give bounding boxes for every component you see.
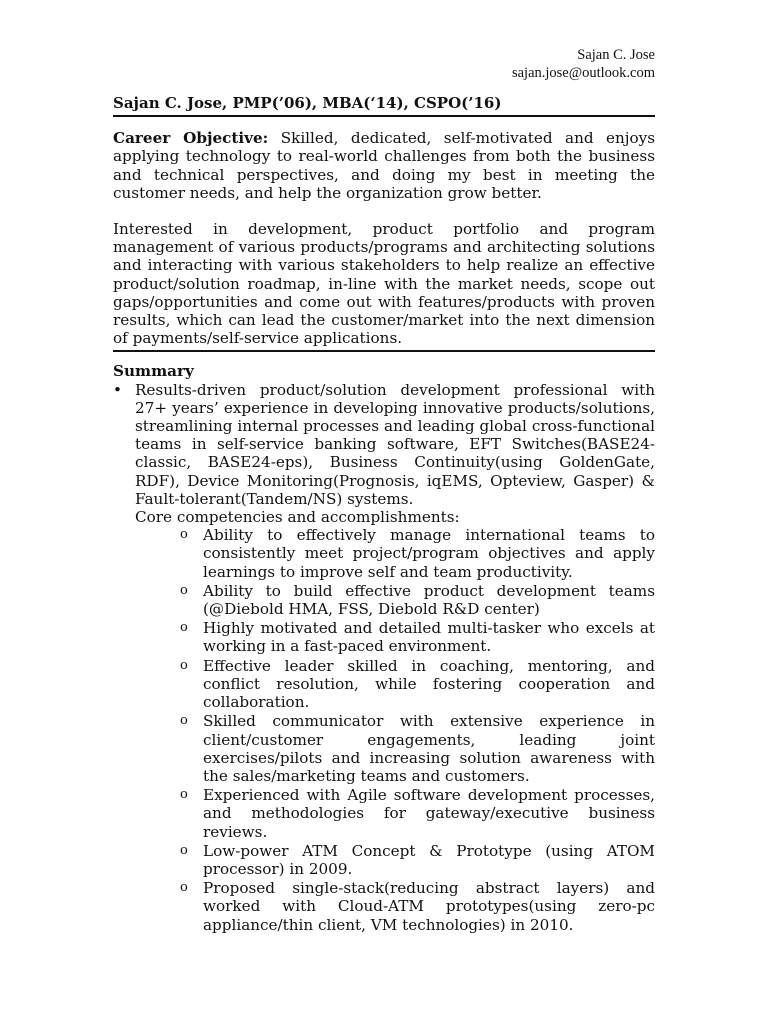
competency-item [135, 712, 655, 785]
summary-heading: Summary [113, 362, 194, 381]
contact-name: Sajan C. Jose [577, 47, 655, 63]
sub-bullet-icon: o [180, 787, 188, 803]
contact-block [113, 46, 655, 82]
competency-text: Ability to effectively manage international teams to consistently meet project/program objectives and apply learnings to improve self and team productivity. [203, 526, 655, 581]
career-objective-label: Career Objective: [113, 129, 269, 148]
sub-bullet-icon: o [180, 527, 188, 543]
sub-bullet-icon: o [180, 842, 188, 858]
sub-bullet-icon: o [180, 582, 188, 598]
resume-page [113, 46, 655, 935]
sub-bullet-icon: o [180, 713, 188, 729]
competency-text: Effective leader skilled in coaching, mentoring, and conflict resolution, while fostering cooperation and collaboration. [203, 656, 655, 712]
sub-bullet-icon: o [180, 620, 188, 636]
competency-text: Experienced with Agile software development processes, and methodologies for gateway/executive business reviews. [203, 786, 655, 841]
competency-item [135, 786, 655, 841]
competency-item [135, 657, 655, 712]
competency-text: Skilled communicator with extensive experience in client/customer engagements, leading joint exercises/pilots and increasing solution awareness with the sales/marketing teams and customers. [203, 712, 655, 785]
name-title-line: Sajan C. Jose, PMP(’06), MBA(‘14), CSPO(’16) [113, 94, 655, 117]
competency-text: Low-power ATM Concept & Prototype (using ATOM processor) in 2009. [203, 841, 655, 878]
competency-item [135, 842, 655, 878]
competencies-list [135, 526, 655, 933]
competency-item [135, 582, 655, 618]
competency-text: Proposed single-stack(reducing abstract layers) and worked with Cloud-ATM prototypes(using zero-pc appliance/thin client, VM technologies) in 2010. [203, 879, 655, 934]
career-objective [113, 129, 655, 202]
career-objective-text: Skilled, dedicated, self-motivated and enjoys applying technology to real-world challenges from both the business and technical perspectives, and doing my best in meeting the customer needs, and help the organization grow better. [113, 129, 655, 202]
contact-email[interactable]: sajan.jose@outlook.com [511, 65, 655, 81]
summary-bullet-item [113, 381, 655, 934]
interest-paragraph: Interested in development, product portfolio and program management of various products/programs and architecting solutions and interacting with various stakeholders to help realize an effective product/solution roadmap, in-line with the market needs, scope out gaps/opportunities and come out with features/products with proven results, which can lead the customer/market into the next dimension of payments/self-service applications. [113, 220, 655, 352]
summary-list [113, 381, 655, 934]
competency-item [135, 526, 655, 581]
core-competencies-label: Core competencies and accomplishments: [135, 508, 460, 527]
sub-bullet-icon: o [180, 880, 188, 896]
sub-bullet-icon: o [180, 657, 188, 673]
competency-text: Highly motivated and detailed multi-tasker who excels at working in a fast-paced environment. [203, 619, 655, 656]
summary-main-point: Results-driven product/solution development professional with 27+ years’ experience in developing innovative products/solutions, streamlining internal processes and leading global cross-functional teams in self-service banking software, EFT Switches(BASE24-classic, BASE24-eps), Business Continuity(using GoldenGate, RDF), Device Monitoring(Prognosis, iqEMS, Opteview, Gasper) & Fault-tolerant(Tandem/NS) systems. [135, 380, 655, 508]
competency-item [135, 619, 655, 655]
competency-text: Ability to build effective product development teams (@Diebold HMA, FSS, Diebold R&D center) [203, 581, 655, 619]
bullet-icon: • [113, 380, 122, 399]
competency-item [135, 879, 655, 934]
